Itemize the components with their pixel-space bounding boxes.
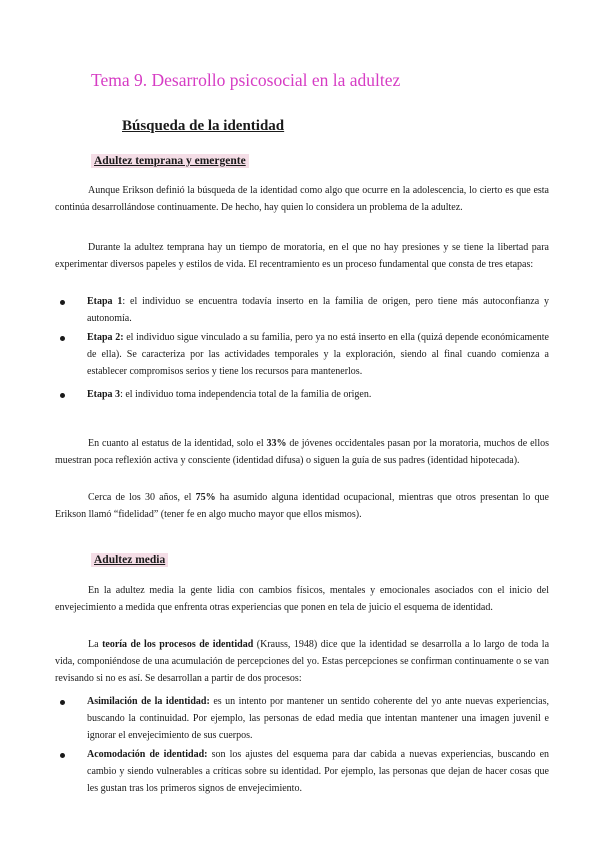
list-item-text: son los ajustes del esquema para dar cabida a nuevas experiencias, buscando en cambio y siendo vulnerables a críticas sobre su identidad. Por ejemplo, las personas que dejan de hacer cosas que les gustan tras los primeros signos de envejecimiento. bbox=[87, 749, 550, 794]
page-title: Tema 9. Desarrollo psicosocial en la adultez bbox=[91, 70, 401, 90]
paragraph: Aunque Erikson definió la búsqueda de la identidad como algo que ocurre en la adolescencia, lo cierto es que esta continúa desarrollándose continuamente. De hecho, hay quien lo considera un problema de la adultez. bbox=[55, 185, 549, 213]
list-item-text: es un intento por mantener un sentido coherente del yo ante nuevas experiencias, buscando la continuidad. Por ejemplo, las personas de edad media que intentan mantener una imagen juvenil e ignorar el envejecimiento de sus cuerpos. bbox=[87, 696, 549, 741]
paragraph: En la adultez media la gente lidia con cambios físicos, mentales y emocionales asociados con el inicio del envejecimiento a medida que enfrenta otras experiencias que ponen en tela de juicio el esquema de identidad. bbox=[55, 585, 549, 613]
list-item-text: el individuo sigue vinculado a su familia, pero ya no está inserto en ella (quizá depende económicamente de ella). Se caracteriza por las actividades temporales y la exploración, siendo al final cuando comienza a establecer compromisos serios y tiene los recursos para mantenerlos. bbox=[87, 332, 549, 377]
list-item-label: Acomodación de identidad: bbox=[87, 749, 208, 760]
list-item-label: Asimilación de la identidad: bbox=[87, 696, 210, 707]
paragraph: Durante la adultez temprana hay un tiempo de moratoria, en el que no hay presiones y se tiene la libertad para experimentar diversos papeles y estilos de vida. El recentramiento es un proceso fundamental que consta de tres etapas: bbox=[55, 242, 549, 270]
paragraph-text: La bbox=[88, 639, 103, 650]
bullet-icon bbox=[60, 700, 65, 705]
section-heading: Búsqueda de la identidad bbox=[122, 118, 285, 134]
subsection-heading-middle-adulthood: Adultez media bbox=[91, 553, 168, 567]
theory-name: teoría de los procesos de identidad bbox=[102, 639, 254, 650]
paragraph-text: (Krauss, 1948) dice que la identidad se desarrolla a lo largo de toda la vida, componiéndose de una acumulación de percepciones del yo. Estas percepciones se confirman continuamente o se van revisando si no es así. Se desarrollan a partir de dos procesos: bbox=[55, 639, 550, 684]
paragraph-text: ha asumido alguna identidad ocupacional, mientras que otros presentan lo que Erikson llamó “fidelidad” (tener fe en algo mucho mayor que ellos mismos). bbox=[55, 492, 549, 520]
list-item-text: : el individuo se encuentra todavía inserto en la familia de origen, pero tiene más autoconfianza y autonomía. bbox=[87, 296, 550, 324]
paragraph bbox=[55, 636, 549, 687]
subsection-heading-early-adulthood: Adultez temprana y emergente bbox=[91, 154, 249, 168]
paragraph bbox=[55, 435, 549, 469]
list-item-label: Etapa 3 bbox=[87, 389, 121, 400]
bullet-icon bbox=[60, 300, 65, 305]
paragraph-text: En cuanto al estatus de la identidad, solo el bbox=[88, 438, 267, 449]
bullet-icon bbox=[60, 753, 65, 758]
list-item-text: : el individuo toma independencia total de la familia de origen. bbox=[120, 389, 372, 400]
paragraph bbox=[55, 489, 549, 523]
statistic-value: 75% bbox=[195, 492, 216, 503]
list-item bbox=[55, 746, 549, 797]
list-item bbox=[55, 329, 549, 380]
list-item bbox=[55, 386, 549, 403]
list-item-label: Etapa 1 bbox=[87, 296, 123, 307]
bullet-icon bbox=[60, 393, 65, 398]
bullet-icon bbox=[60, 336, 65, 341]
list-item-label: Etapa 2: bbox=[87, 332, 124, 343]
paragraph-text: de jóvenes occidentales pasan por la moratoria, muchos de ellos muestran poca reflexión activa y consciente (identidad difusa) o siguen la guía de sus padres (identidad hipotecada). bbox=[55, 438, 549, 466]
list-item bbox=[55, 293, 549, 327]
list-item bbox=[55, 693, 549, 744]
statistic-value: 33% bbox=[266, 438, 287, 449]
paragraph-text: Cerca de los 30 años, el bbox=[88, 492, 196, 503]
